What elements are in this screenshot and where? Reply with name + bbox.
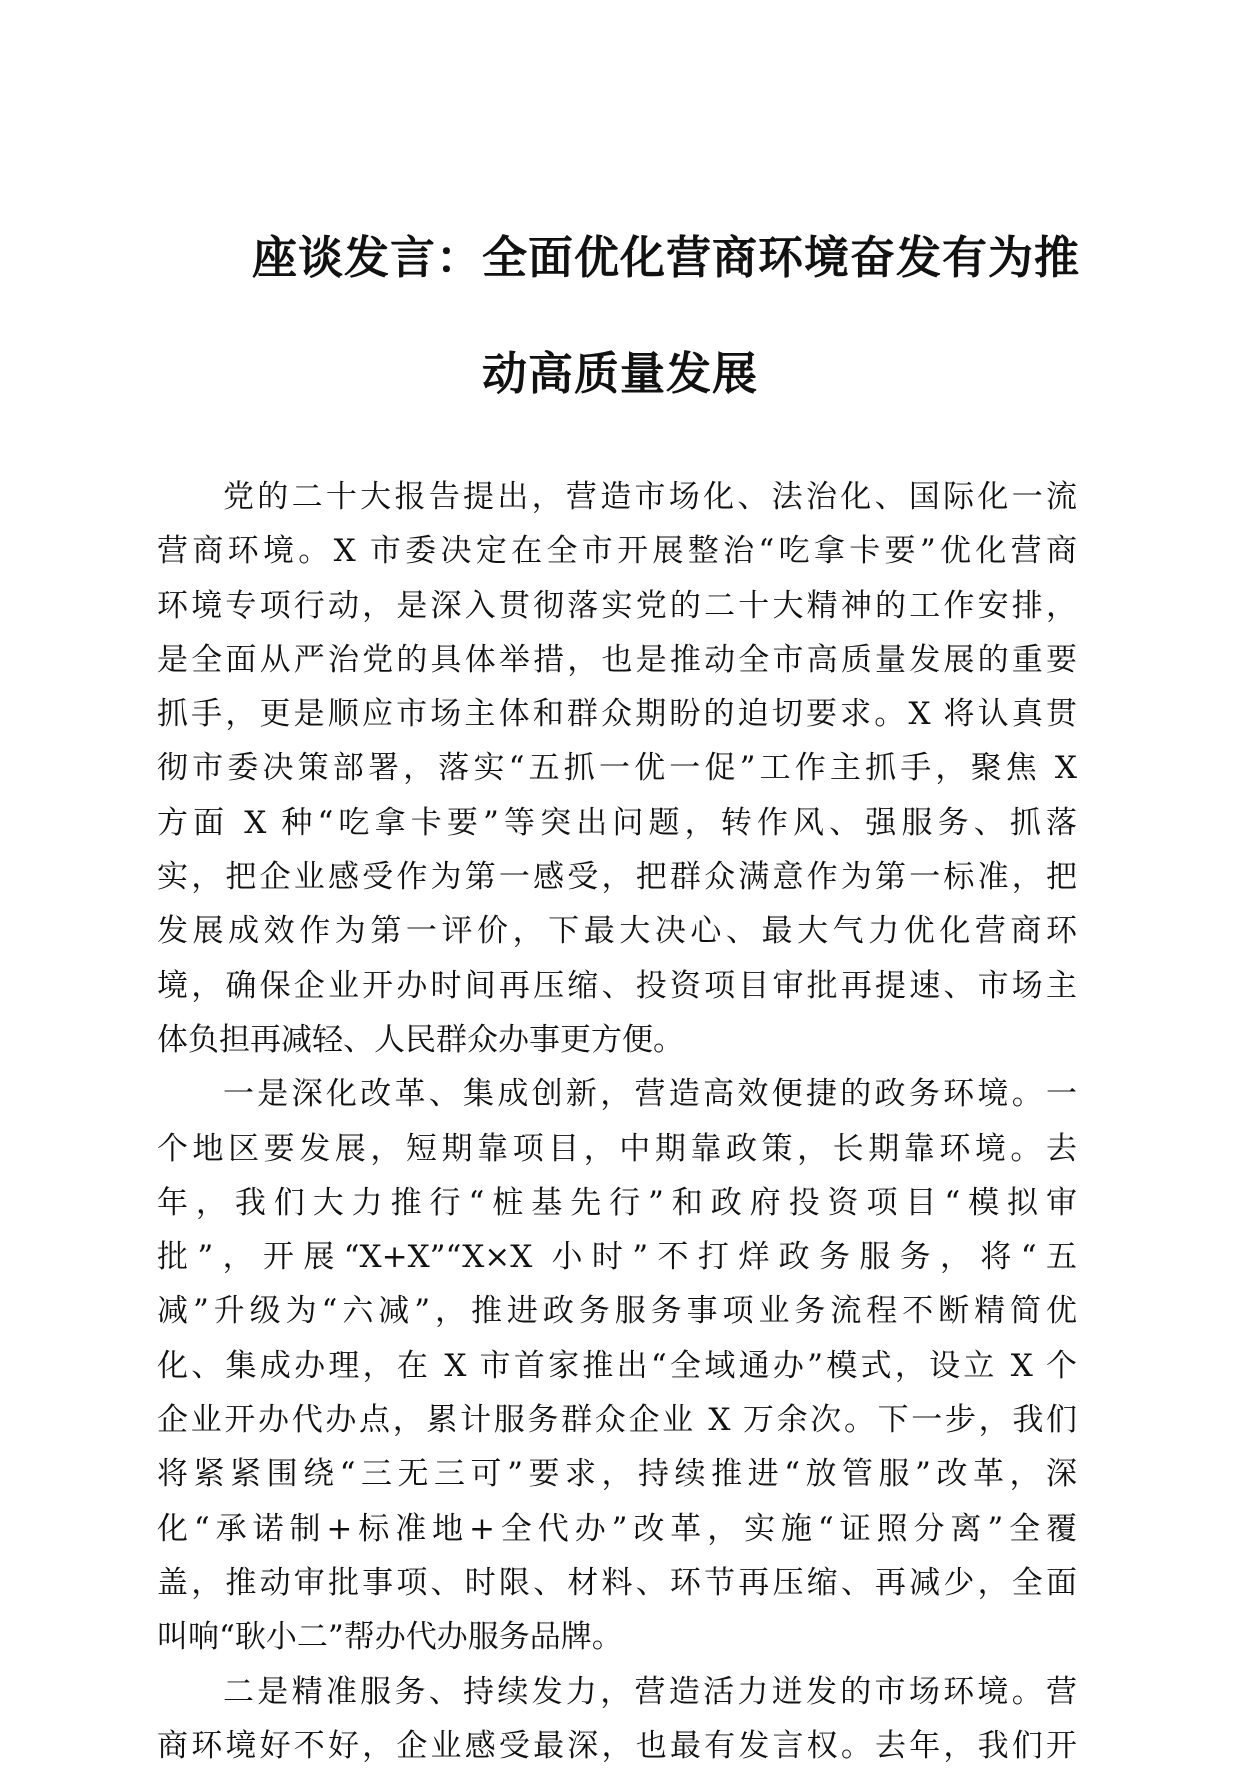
body-line: 化“承诺制+标准地+全代办”改革，实施“证照分离”全覆 bbox=[157, 1510, 1077, 1547]
body-line: 一是深化改革、集成创新，营造高效便捷的政务环境。一 bbox=[223, 1076, 1077, 1113]
body-line: 环境专项行动，是深入贯彻落实党的二十大精神的工作安排， bbox=[157, 587, 1077, 624]
body-line: 批”，开展“X+X”“X×X 小时”不打烊政务服务，将“五 bbox=[157, 1239, 1077, 1276]
document-body bbox=[157, 470, 1077, 1773]
body-line: 叫响“耿小二”帮办代办服务品牌。 bbox=[157, 1619, 623, 1656]
body-line: 发展成效作为第一评价，下最大决心、最大气力优化营商环 bbox=[157, 913, 1077, 950]
body-line: 体负担再减轻、人民群众办事更方便。 bbox=[157, 1021, 684, 1058]
body-line: 企业开办代办点，累计服务群众企业 X 万余次。下一步，我们 bbox=[157, 1402, 1077, 1439]
body-line: 境，确保企业开办时间再压缩、投资项目审批再提速、市场主 bbox=[157, 967, 1077, 1004]
body-line: 党的二十大报告提出，营造市场化、法治化、国际化一流 bbox=[223, 479, 1077, 515]
body-line: 抓手，更是顺应市场主体和群众期盼的迫切要求。X 将认真贯 bbox=[157, 696, 1077, 733]
document-title-line-1: 座谈发言：全面优化营商环境奋发有为推 bbox=[251, 231, 1080, 284]
body-line: 化、集成办理，在 X 市首家推出“全域通办”模式，设立 X 个 bbox=[157, 1347, 1077, 1384]
body-line: 营商环境。X 市委决定在全市开展整治“吃拿卡要”优化营商 bbox=[157, 533, 1077, 570]
body-line: 彻市委决策部署，落实“五抓一优一促”工作主抓手，聚焦 X bbox=[157, 750, 1077, 787]
body-line: 将紧紧围绕“三无三可”要求，持续推进“放管服”改革，深 bbox=[157, 1456, 1077, 1493]
body-line: 个地区要发展，短期靠项目，中期靠政策，长期靠环境。去 bbox=[157, 1130, 1077, 1167]
body-line: 实，把企业感受作为第一感受，把群众满意作为第一标准，把 bbox=[157, 859, 1077, 896]
body-line: 年，我们大力推行“桩基先行”和政府投资项目“模拟审 bbox=[157, 1184, 1077, 1221]
body-line: 是全面从严治党的具体举措，也是推动全市高质量发展的重要 bbox=[157, 641, 1077, 678]
body-line: 商环境好不好，企业感受最深，也最有发言权。去年，我们开 bbox=[157, 1727, 1077, 1764]
document-title-line-2: 动高质量发展 bbox=[481, 347, 758, 400]
body-line: 二是精准服务、持续发力，营造活力迸发的市场环境。营 bbox=[223, 1673, 1077, 1710]
body-line: 盖，推动审批事项、时限、材料、环节再压缩、再减少，全面 bbox=[157, 1564, 1077, 1601]
body-line: 方面 X 种“吃拿卡要”等突出问题，转作风、强服务、抓落 bbox=[157, 804, 1077, 841]
body-line: 减”升级为“六减”，推进政务服务事项业务流程不断精简优 bbox=[157, 1293, 1077, 1330]
